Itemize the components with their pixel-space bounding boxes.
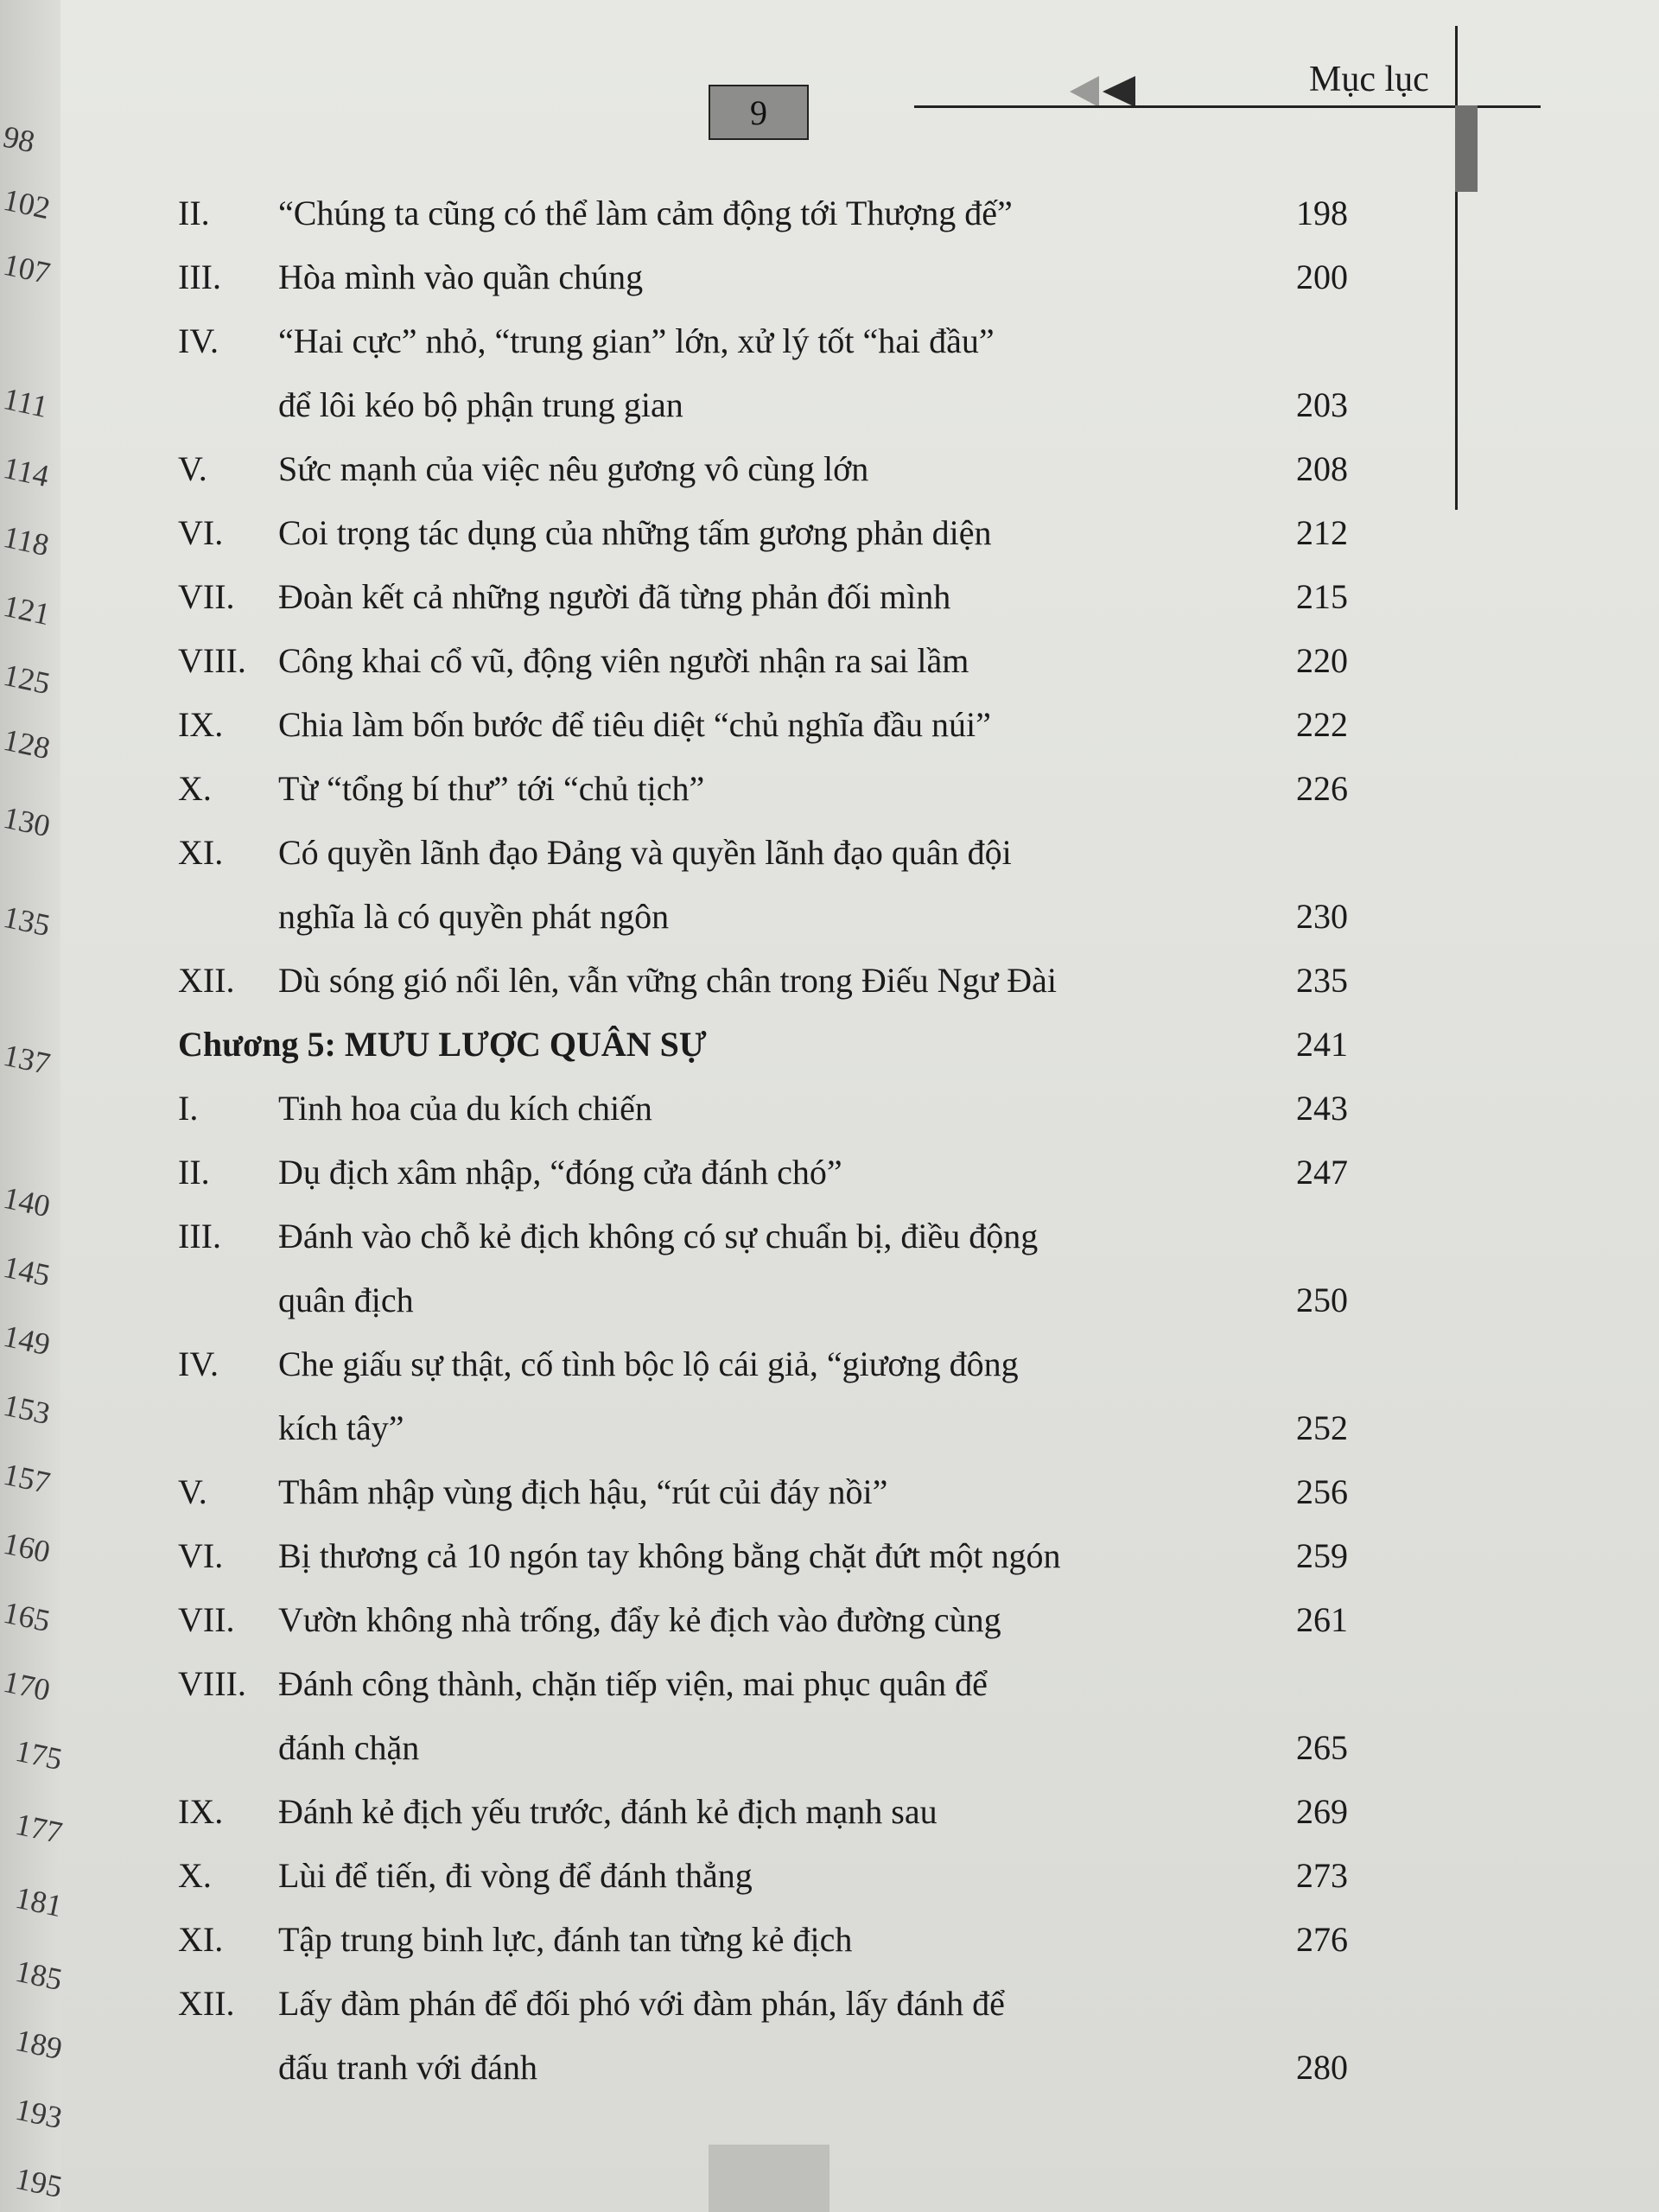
entry-title: Lấy đàm phán để đối phó với đàm phán, lấy đánh để [278,1984,1005,2023]
previous-page-number: 114 [0,449,53,494]
entry-number: VIII. [178,641,246,680]
previous-page-number: 160 [0,1525,54,1570]
toc-entry [0,439,1659,499]
entry-number: V. [178,449,207,488]
toc-entry [0,1462,1659,1522]
previous-page-number: 102 [0,181,54,226]
toc-entry [0,823,1659,883]
toc-entry [0,695,1659,755]
entry-page: 261 [1296,1600,1348,1639]
entry-page: 208 [1296,449,1348,488]
previous-page-number: 145 [0,1249,54,1294]
toc-entry [0,1782,1659,1842]
toc-entry [0,1590,1659,1650]
entry-title: kích tây” [278,1408,404,1447]
entry-page: 235 [1296,961,1348,1000]
entry-number: III. [178,257,221,296]
entry-title: Chương 5: MƯU LƯỢC QUÂN SỰ [178,1025,707,1064]
previous-page-number: 185 [12,1953,66,1998]
previous-page-number: 107 [0,246,54,291]
entry-title: Bị thương cả 10 ngón tay không bằng chặt đứt một ngón [278,1536,1061,1575]
toc-entry [0,247,1659,308]
previous-page-number: 193 [12,2091,66,2136]
footer-page-mark [709,2145,830,2212]
section-title: Mục lục [1309,60,1429,99]
toc-entry [0,567,1659,627]
previous-page-number: 130 [0,799,54,844]
previous-page-number: 118 [0,518,53,563]
entry-title: nghĩa là có quyền phát ngôn [278,897,670,936]
entry-page: 200 [1296,257,1348,296]
entry-page: 226 [1296,769,1348,808]
entry-title: Tập trung binh lực, đánh tan từng kẻ địch [278,1920,853,1959]
entry-title: Lùi để tiến, đi vòng để đánh thẳng [278,1856,753,1895]
entry-page: 269 [1296,1792,1348,1831]
entry-title: “Hai cực” nhỏ, “trung gian” lớn, xử lý tốt “hai đầu” [278,321,995,360]
entry-title: đánh chặn [278,1728,420,1767]
previous-page-number: 137 [0,1037,54,1082]
toc-entry [0,1654,1659,1714]
entry-title: Hòa mình vào quần chúng [278,257,644,296]
toc-entry [0,183,1659,244]
toc-entry [0,1078,1659,1139]
entry-page: 243 [1296,1089,1348,1128]
entry-title: Từ “tổng bí thư” tới “chủ tịch” [278,769,705,808]
entry-title: Công khai cổ vũ, động viên người nhận ra sai lầm [278,641,969,680]
entry-page: 256 [1296,1472,1348,1511]
entry-number: I. [178,1089,199,1128]
previous-page-number: 189 [12,2022,66,2067]
entry-number: X. [178,769,212,808]
toc-entry [0,1526,1659,1586]
toc-entry [0,950,1659,1011]
toc-entry [0,375,1659,435]
entry-number: XII. [178,961,235,1000]
toc-entry [0,1270,1659,1331]
toc-entry [0,1142,1659,1203]
entry-number: XII. [178,1984,235,2023]
entry-number: X. [178,1856,212,1895]
entry-page: 220 [1296,641,1348,680]
toc-entry [0,1910,1659,1970]
entry-page: 212 [1296,513,1348,552]
entry-number: II. [178,1153,210,1192]
previous-page-number: 149 [0,1318,54,1363]
entry-number: VI. [178,1536,224,1575]
previous-page-number: 140 [0,1179,54,1224]
entry-title: để lôi kéo bộ phận trung gian [278,385,683,424]
page-number: 9 [750,92,767,132]
toc-entry [0,1206,1659,1267]
previous-page-number: 157 [0,1456,54,1501]
entry-page: 280 [1296,2048,1348,2087]
previous-page-number: 98 [0,118,38,160]
toc-entry [0,1718,1659,1778]
previous-page-number: 111 [0,381,51,424]
entry-title: Sức mạnh của việc nêu gương vô cùng lớn [278,449,869,488]
entry-number: VII. [178,577,235,616]
entry-number: IX. [178,705,224,744]
entry-page: 222 [1296,705,1348,744]
entry-page: 252 [1296,1408,1348,1447]
previous-page-number: 135 [0,899,54,944]
toc-entry [0,503,1659,563]
chapter-heading [0,1014,1659,1075]
toc-entry [0,1334,1659,1395]
entry-page: 276 [1296,1920,1348,1959]
entry-number: IX. [178,1792,224,1831]
previous-page-number: 165 [0,1594,54,1639]
toc-entry [0,311,1659,372]
entry-page: 198 [1296,194,1348,232]
entry-title: Đoàn kết cả những người đã từng phản đối mình [278,577,951,616]
entry-title: đấu tranh với đánh [278,2048,537,2087]
previous-page-number: 195 [12,2160,66,2205]
entry-number: II. [178,194,210,232]
entry-number: III. [178,1217,221,1255]
entry-title: “Chúng ta cũng có thể làm cảm động tới Thượng đế” [278,194,1013,232]
entry-title: Thâm nhập vùng địch hậu, “rút củi đáy nồi” [278,1472,888,1511]
entry-number: XI. [178,1920,224,1959]
toc-entry [0,887,1659,947]
entry-title: Đánh công thành, chặn tiếp viện, mai phục quân để [278,1664,988,1703]
entry-page: 203 [1296,385,1348,424]
toc-entry [0,1846,1659,1906]
entry-page: 259 [1296,1536,1348,1575]
entry-title: Che giấu sự thật, cố tình bộc lộ cái giả, “giương đông [278,1344,1019,1383]
entry-title: Có quyền lãnh đạo Đảng và quyền lãnh đạo quân đội [278,833,1012,872]
previous-page-number: 128 [0,721,54,766]
previous-page-number: 153 [0,1387,54,1432]
toc-entry [0,631,1659,691]
entry-page: 241 [1296,1025,1348,1064]
toc-entry [0,1398,1659,1459]
entry-title: Đánh vào chỗ kẻ địch không có sự chuẩn bị, điều động [278,1217,1039,1255]
entry-page: 215 [1296,577,1348,616]
previous-page-number: 170 [0,1663,54,1708]
previous-page-number: 125 [0,657,54,702]
entry-number: IV. [178,321,219,360]
entry-title: Vườn không nhà trống, đẩy kẻ địch vào đường cùng [278,1600,1001,1639]
entry-title: Dụ địch xâm nhập, “đóng cửa đánh chó” [278,1153,842,1192]
entry-number: V. [178,1472,207,1511]
previous-page-number: 181 [12,1879,66,1924]
entry-page: 273 [1296,1856,1348,1895]
entry-number: VII. [178,1600,235,1639]
entry-number: VI. [178,513,224,552]
entry-page: 247 [1296,1153,1348,1192]
entry-page: 265 [1296,1728,1348,1767]
entry-title: Coi trọng tác dụng của những tấm gương phản diện [278,513,992,552]
entry-title: Đánh kẻ địch yếu trước, đánh kẻ địch mạnh sau [278,1792,938,1831]
previous-page-number: 177 [12,1806,66,1851]
entry-title: quân địch [278,1281,414,1319]
entry-title: Dù sóng gió nổi lên, vẫn vững chân trong Điếu Ngư Đài [278,961,1057,1000]
entry-number: VIII. [178,1664,246,1703]
entry-number: IV. [178,1344,219,1383]
toc-entry [0,2037,1659,2098]
entry-title: Tinh hoa của du kích chiến [278,1089,652,1128]
entry-number: XI. [178,833,224,872]
toc-entry [0,759,1659,819]
toc-entry [0,1974,1659,2034]
previous-page-number: 175 [12,1732,66,1777]
previous-page-number: 121 [0,588,54,632]
entry-page: 230 [1296,897,1348,936]
entry-title: Chia làm bốn bước để tiêu diệt “chủ nghĩa đầu núi” [278,705,991,744]
entry-page: 250 [1296,1281,1348,1319]
